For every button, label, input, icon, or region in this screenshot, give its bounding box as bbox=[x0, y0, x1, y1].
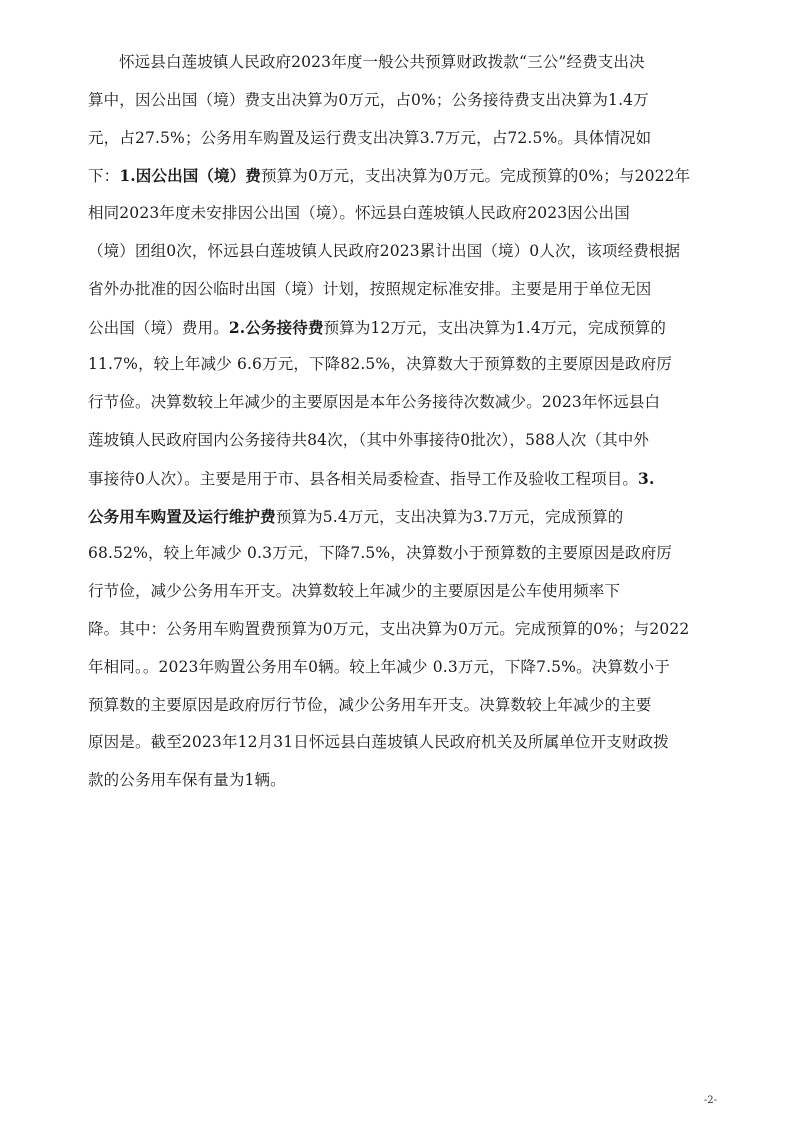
text-segment: 省外办批准的因公临时出国（境）计划，按照规定标准安排。主要是用于单位无因 bbox=[88, 279, 652, 298]
text-segment: 算中，因公出国（境）费支出决算为0万元，占0%；公务接待费支出决算为1.4万 bbox=[88, 90, 649, 109]
text-line bbox=[88, 535, 708, 573]
bold-heading-text: 2.公务接待费 bbox=[228, 317, 324, 337]
text-segment: 预算为12万元，支出决算为1.4万元，完成预算的 bbox=[323, 318, 667, 337]
text-line bbox=[88, 44, 708, 82]
text-line bbox=[88, 233, 708, 271]
text-line bbox=[88, 762, 708, 800]
text-line bbox=[88, 649, 708, 687]
text-line bbox=[88, 611, 708, 649]
text-line bbox=[88, 309, 708, 347]
text-segment: 相同2023年度未安排因公出国（境）。怀远县白莲坡镇人民政府2023因公出国 bbox=[88, 204, 630, 223]
text-segment: 公出国（境）费用。 bbox=[88, 318, 229, 337]
text-segment: 莲坡镇人民政府国内公务接待共84次，（其中外事接待0批次），588人次（其中外 bbox=[88, 430, 650, 449]
text-segment: 怀远县白莲坡镇人民政府2023年度一般公共预算财政拨款“三公”经费支出决 bbox=[119, 53, 645, 71]
bold-heading-text: 3. bbox=[638, 468, 655, 488]
text-segment: 原因是。截至2023年12月31日怀远县白莲坡镇人民政府机关及所属单位开支财政拨 bbox=[88, 733, 669, 752]
text-segment: 行节俭。决算数较上年减少的主要原因是本年公务接待次数减少。2023年怀远县白 bbox=[88, 393, 661, 412]
text-segment: （境）团组0次，怀远县白莲坡镇人民政府2023累计出国（境）0人次，该项经费根据 bbox=[88, 241, 681, 260]
text-segment: 下： bbox=[88, 167, 120, 186]
text-line bbox=[88, 498, 708, 536]
text-segment: 预算为5.4万元，支出决算为3.7万元，完成预算的 bbox=[275, 507, 624, 526]
text-line bbox=[88, 460, 708, 498]
page-number: -2- bbox=[703, 1095, 717, 1106]
text-line bbox=[88, 687, 708, 725]
text-line bbox=[88, 82, 708, 120]
body-paragraph bbox=[88, 44, 708, 800]
text-line bbox=[88, 195, 708, 233]
text-segment: 降。其中：公务用车购置费预算为0万元，支出决算为0万元。完成预算的0%；与2022 bbox=[88, 619, 690, 638]
text-segment: 预算为0万元，支出决算为0万元。完成预算的0%；与2022年 bbox=[261, 167, 691, 186]
text-segment: 行节俭，减少公务用车开支。决算数较上年减少的主要原因是公车使用频率下 bbox=[88, 582, 621, 601]
text-segment: 事接待0人次）。主要是用于市、县各相关局委检查、指导工作及验收工程项目。 bbox=[88, 469, 639, 488]
text-segment: 预算数的主要原因是政府厉行节俭，减少公务用车开支。决算数较上年减少的主要 bbox=[88, 695, 652, 714]
text-line bbox=[88, 120, 708, 158]
text-line bbox=[88, 157, 708, 195]
text-segment: 68.52%，较上年减少 0.3万元，下降7.5%，决算数小于预算数的主要原因是政府厉 bbox=[88, 544, 673, 563]
bold-heading-text: 公务用车购置及运行维护费 bbox=[88, 506, 276, 526]
text-line bbox=[88, 573, 708, 611]
text-segment: 11.7%，较上年减少 6.6万元，下降82.5%，决算数大于预算数的主要原因是政府厉 bbox=[88, 355, 673, 374]
bold-heading-text: 1.因公出国（境）费 bbox=[119, 166, 261, 186]
text-line bbox=[88, 422, 708, 460]
text-segment: 年相同。。2023年购置公务用车0辆。较上年减少 0.3万元，下降7.5%。决算数小于 bbox=[88, 657, 670, 676]
text-line bbox=[88, 724, 708, 762]
text-segment: 元，占27.5%；公务用车购置及运行费支出决算3.7万元，占72.5%。具体情况如 bbox=[88, 128, 652, 147]
text-line bbox=[88, 271, 708, 309]
text-segment: 款的公务用车保有量为1辆。 bbox=[88, 771, 286, 790]
text-line bbox=[88, 346, 708, 384]
text-line bbox=[88, 384, 708, 422]
